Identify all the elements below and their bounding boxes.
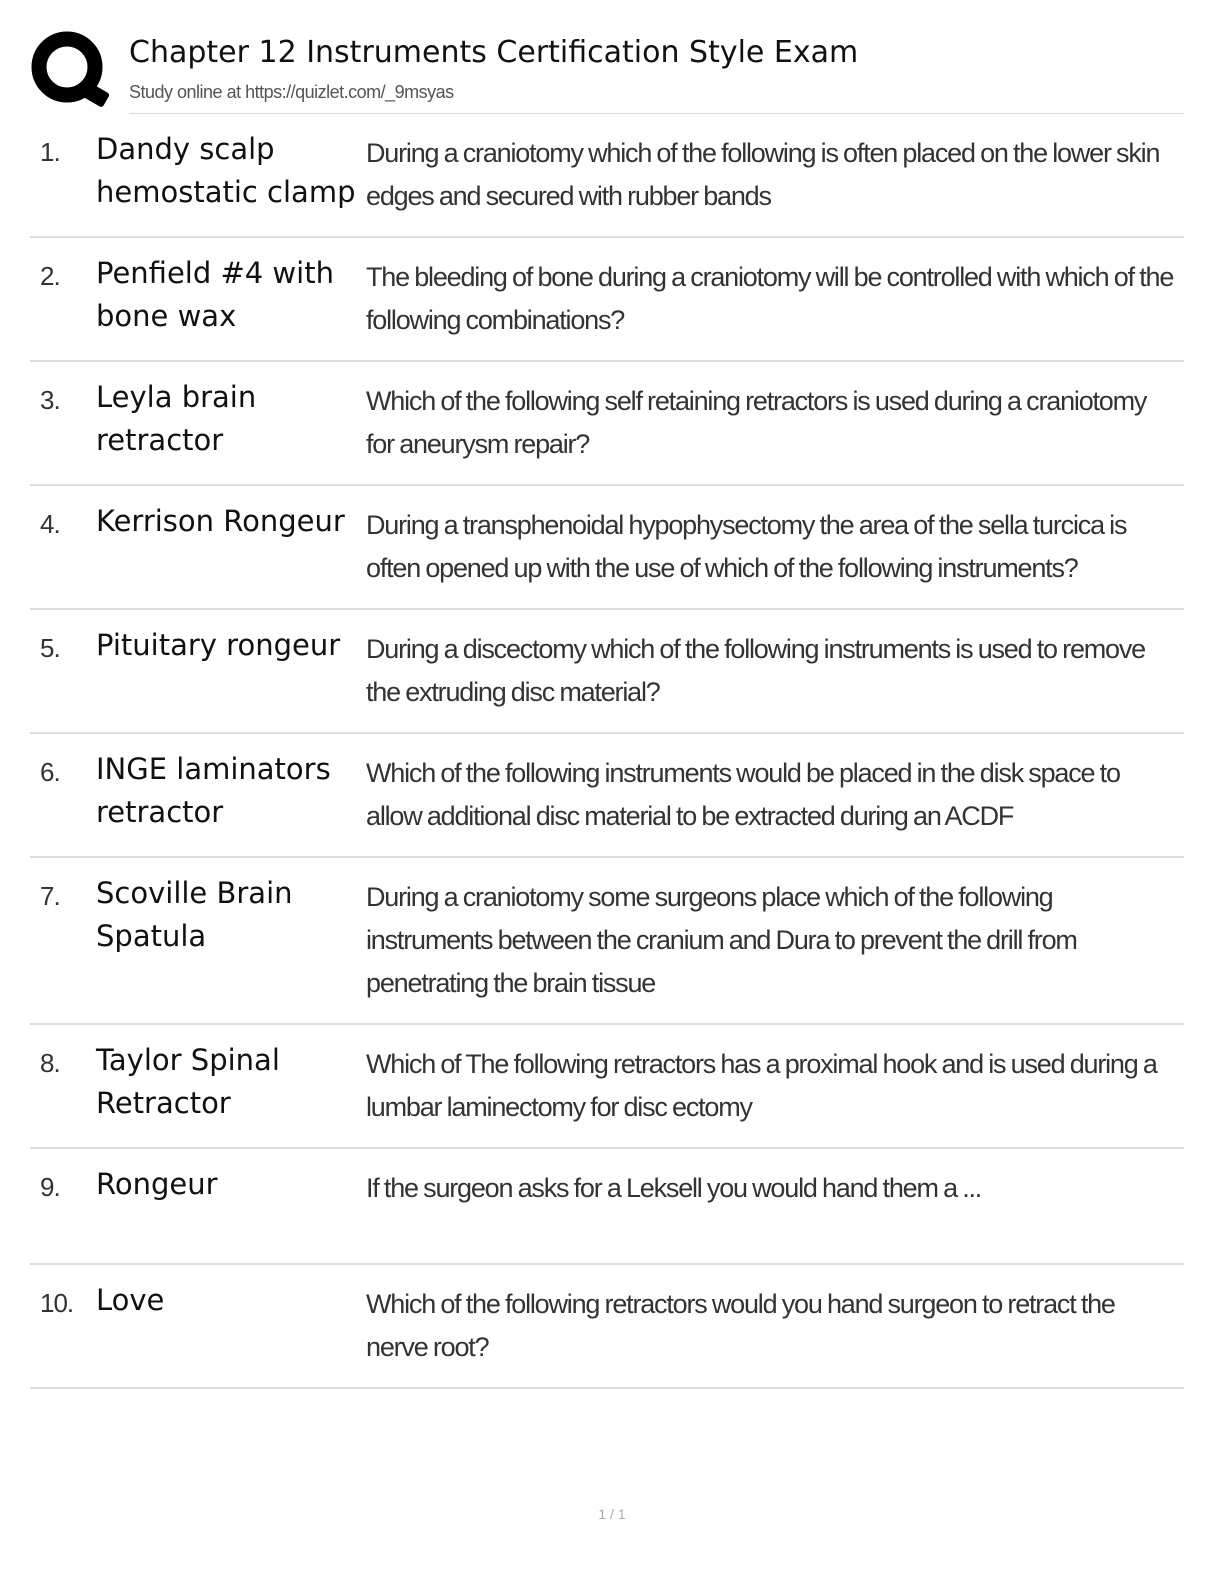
- flashcard-row: [30, 362, 1184, 486]
- card-term: Love: [96, 1283, 165, 1317]
- card-term: Pituitary rongeur: [96, 628, 341, 662]
- card-term: Taylor Spinal Retractor: [96, 1043, 280, 1120]
- card-term: INGE laminators retractor: [96, 752, 331, 829]
- study-link-text: Study online at https://quizlet.com/_9msyas: [129, 82, 454, 102]
- card-number: 6.: [40, 757, 60, 787]
- card-term: Leyla brain retractor: [96, 380, 257, 457]
- card-definition: During a discectomy which of the following instruments is used to remove the extruding disc material?: [366, 634, 1145, 707]
- page-header: [30, 28, 1184, 114]
- flashcard-row: [30, 1265, 1184, 1389]
- card-term: Rongeur: [96, 1167, 218, 1201]
- card-term: Scoville Brain Spatula: [96, 876, 293, 953]
- card-definition: Which of the following instruments would be placed in the disk space to allow additional disc material to be extracted during an ACDF: [366, 758, 1120, 831]
- card-definition: Which of the following self retaining retractors is used during a craniotomy for aneurysm repair?: [366, 386, 1147, 459]
- page-number: 1 / 1: [598, 1506, 626, 1522]
- card-number: 1.: [40, 137, 60, 167]
- flashcard-row: [30, 734, 1184, 858]
- card-number: 5.: [40, 633, 60, 663]
- flashcard-list: [30, 114, 1184, 1389]
- quizlet-q-logo: [30, 30, 110, 110]
- card-definition: If the surgeon asks for a Leksell you would hand them a ...: [366, 1173, 982, 1203]
- card-number: 9.: [40, 1172, 60, 1202]
- card-number: 8.: [40, 1048, 60, 1078]
- flashcard-row: [30, 238, 1184, 362]
- card-number: 7.: [40, 881, 60, 911]
- card-definition: Which of the following retractors would you hand surgeon to retract the nerve root?: [366, 1289, 1115, 1362]
- card-number: 3.: [40, 385, 60, 415]
- card-number: 2.: [40, 261, 60, 291]
- card-definition: Which of The following retractors has a proximal hook and is used during a lumbar laminectomy for disc ectomy: [366, 1049, 1157, 1122]
- flashcard-row: [30, 858, 1184, 1025]
- card-definition: During a transphenoidal hypophysectomy the area of the sella turcica is often opened up with the use of which of the following instruments?: [366, 510, 1127, 583]
- card-definition: During a craniotomy which of the following is often placed on the lower skin edges and secured with rubber bands: [366, 138, 1160, 211]
- flashcard-row: [30, 1149, 1184, 1265]
- flashcard-row: [30, 1025, 1184, 1149]
- card-term: Kerrison Rongeur: [96, 504, 345, 538]
- page-title: Chapter 12 Instruments Certification Style Exam: [129, 35, 859, 70]
- flashcard-row: [30, 114, 1184, 238]
- card-definition: The bleeding of bone during a craniotomy will be controlled with which of the following combinations?: [366, 262, 1174, 335]
- card-number: 10.: [40, 1288, 74, 1318]
- flashcard-row: [30, 610, 1184, 734]
- card-number: 4.: [40, 509, 60, 539]
- flashcard-row: [30, 486, 1184, 610]
- card-definition: During a craniotomy some surgeons place which of the following instruments between the cranium and Dura to prevent the drill from penetrating the brain tissue: [366, 882, 1077, 998]
- card-term: Penfield #4 with bone wax: [96, 256, 334, 333]
- card-term: Dandy scalp hemostatic clamp: [96, 132, 356, 209]
